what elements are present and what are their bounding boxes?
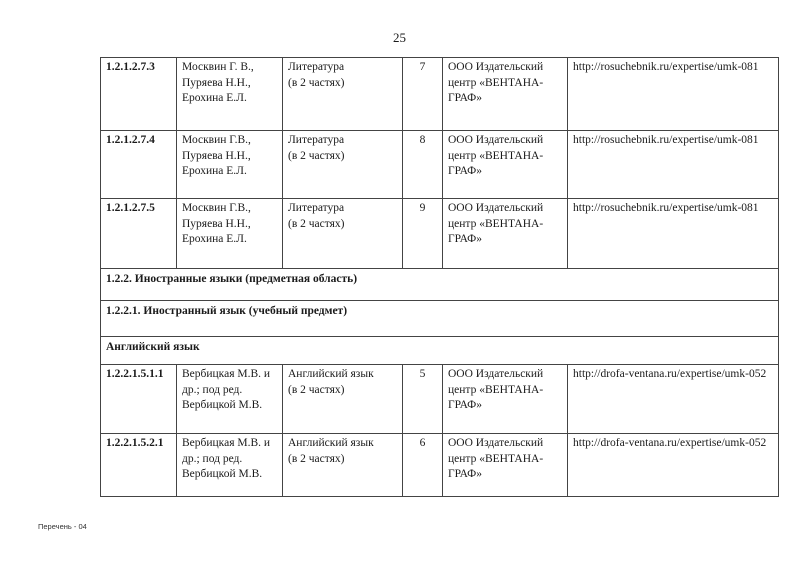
section-header-row xyxy=(101,337,779,365)
item-code: 1.2.2.1.5.2.1 xyxy=(101,434,177,497)
grade-cell: 8 xyxy=(403,131,443,199)
table-row xyxy=(101,434,779,497)
authors-cell-line: Пуряева Н.Н., xyxy=(182,149,251,162)
authors-cell-line: др.; под ред. xyxy=(182,383,243,396)
publisher-cell xyxy=(443,199,568,269)
authors-cell-line: др.; под ред. xyxy=(182,452,243,465)
authors-cell-line: Москвин Г.В., xyxy=(182,202,251,214)
authors-cell xyxy=(177,199,283,269)
url-cell: http://rosuchebnik.ru/expertise/umk-081 xyxy=(568,58,779,131)
publisher-cell xyxy=(443,131,568,199)
publisher-cell-line: ООО Издательский xyxy=(448,437,544,449)
section-header-row xyxy=(101,269,779,301)
publisher-cell-line: ООО Издательский xyxy=(448,134,544,146)
authors-cell-line: Ерохина Е.Л. xyxy=(182,165,247,177)
title-cell xyxy=(283,58,403,131)
title-cell-line: (в 2 частях) xyxy=(288,149,345,162)
authors-cell xyxy=(177,58,283,131)
authors-cell-line: Пуряева Н.Н., xyxy=(182,217,251,230)
section-header: 1.2.2.1. Иностранный язык (учебный предмет) xyxy=(101,301,779,337)
grade-cell: 6 xyxy=(403,434,443,497)
authors-cell-line: Москвин Г.В., xyxy=(182,134,251,146)
table-row xyxy=(101,365,779,434)
title-cell-line: (в 2 частях) xyxy=(288,217,345,230)
url-cell: http://drofa-ventana.ru/expertise/umk-052 xyxy=(568,434,779,497)
title-cell-line: Английский язык xyxy=(288,368,374,380)
title-cell-line: Литература xyxy=(288,202,345,214)
title-cell xyxy=(283,131,403,199)
grade-cell: 7 xyxy=(403,58,443,131)
authors-cell-line: Вербицкая М.В. и xyxy=(182,368,271,380)
authors-cell-line: Ерохина Е.Л. xyxy=(182,92,247,104)
publisher-cell-line: ООО Издательский xyxy=(448,61,544,73)
textbook-list-table xyxy=(100,57,779,497)
item-code: 1.2.1.2.7.4 xyxy=(101,131,177,199)
title-cell xyxy=(283,199,403,269)
authors-cell-line: Ерохина Е.Л. xyxy=(182,233,247,245)
table-row xyxy=(101,199,779,269)
publisher-cell xyxy=(443,58,568,131)
publisher-cell-line: центр «ВЕНТАНА- xyxy=(448,76,544,89)
footer-label: Перечень - 04 xyxy=(38,522,87,531)
publisher-cell-line: ГРАФ» xyxy=(448,233,482,245)
authors-cell xyxy=(177,434,283,497)
title-cell xyxy=(283,365,403,434)
title-cell-line: (в 2 частях) xyxy=(288,383,345,396)
grade-cell: 9 xyxy=(403,199,443,269)
title-cell-line: (в 2 частях) xyxy=(288,76,345,89)
publisher-cell-line: ГРАФ» xyxy=(448,165,482,177)
publisher-cell xyxy=(443,365,568,434)
authors-cell xyxy=(177,131,283,199)
item-code: 1.2.2.1.5.1.1 xyxy=(101,365,177,434)
table-row xyxy=(101,131,779,199)
item-code: 1.2.1.2.7.5 xyxy=(101,199,177,269)
authors-cell-line: Вербицкой М.В. xyxy=(182,399,263,411)
publisher-cell-line: центр «ВЕНТАНА- xyxy=(448,383,544,396)
publisher-cell-line: ООО Издательский xyxy=(448,202,544,214)
section-header-row xyxy=(101,301,779,337)
section-header: 1.2.2. Иностранные языки (предметная область) xyxy=(101,269,779,301)
publisher-cell-line: ООО Издательский xyxy=(448,368,544,380)
publisher-cell-line: ГРАФ» xyxy=(448,92,482,104)
table-row xyxy=(101,58,779,131)
url-cell: http://rosuchebnik.ru/expertise/umk-081 xyxy=(568,131,779,199)
title-cell-line: Литература xyxy=(288,61,345,73)
authors-cell-line: Москвин Г. В., xyxy=(182,61,254,73)
authors-cell-line: Пуряева Н.Н., xyxy=(182,76,251,89)
authors-cell-line: Вербицкая М.В. и xyxy=(182,437,271,449)
publisher-cell xyxy=(443,434,568,497)
page-number-text: 25 xyxy=(393,30,406,45)
publisher-cell-line: центр «ВЕНТАНА- xyxy=(448,149,544,162)
authors-cell xyxy=(177,365,283,434)
publisher-cell-line: ГРАФ» xyxy=(448,468,482,480)
title-cell-line: (в 2 частях) xyxy=(288,452,345,465)
publisher-cell-line: центр «ВЕНТАНА- xyxy=(448,217,544,230)
publisher-cell-line: центр «ВЕНТАНА- xyxy=(448,452,544,465)
grade-cell: 5 xyxy=(403,365,443,434)
publisher-cell-line: ГРАФ» xyxy=(448,399,482,411)
title-cell-line: Литература xyxy=(288,134,345,146)
section-header: Английский язык xyxy=(101,337,779,365)
title-cell-line: Английский язык xyxy=(288,437,374,449)
authors-cell-line: Вербицкой М.В. xyxy=(182,468,263,480)
url-cell: http://rosuchebnik.ru/expertise/umk-081 xyxy=(568,199,779,269)
title-cell xyxy=(283,434,403,497)
item-code: 1.2.1.2.7.3 xyxy=(101,58,177,131)
url-cell: http://drofa-ventana.ru/expertise/umk-052 xyxy=(568,365,779,434)
